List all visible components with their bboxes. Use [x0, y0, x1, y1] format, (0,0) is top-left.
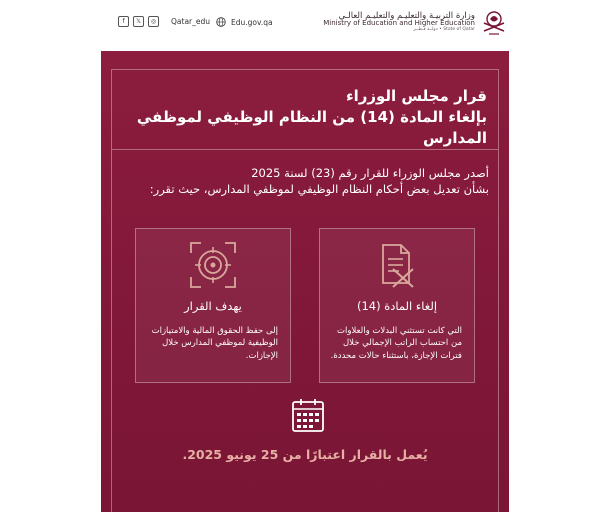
card-title: يهدف القرار	[184, 299, 242, 313]
social-links	[118, 16, 210, 27]
facebook-icon[interactable]: f	[118, 16, 129, 27]
title-divider	[112, 149, 498, 150]
ministry-name-en: Ministry of Education and Higher Education	[323, 19, 475, 28]
ministry-name-ar: وزارة التربيـة والتعليـم والتعليـم العالـي	[338, 10, 475, 21]
card-body: التي كانت تستثني البدلات والعلاوات من احتساب الراتب الإجمالي خلال فترات الإجازة، باستثناء حالات محددة.	[330, 326, 462, 361]
intro-line-1: أصدر مجلس الوزراء للقرار رقم (23) لسنة 2025	[251, 166, 489, 180]
intro-text	[150, 166, 489, 197]
target-icon	[187, 239, 239, 291]
globe-icon	[216, 17, 226, 27]
card-body: إلى حفظ الحقوق المالية والامتيازات الوظيفية لموظفي المدارس خلال الإجازات.	[151, 326, 278, 361]
website-link[interactable]	[216, 17, 273, 27]
x-icon[interactable]: 𝕏	[133, 16, 144, 27]
document-cancel-icon	[371, 239, 423, 291]
instagram-icon[interactable]: ◎	[148, 16, 159, 27]
card-decision-goal	[135, 228, 291, 383]
state-line: State of Qatar • دولــة قـطــر	[413, 26, 475, 32]
effective-date: يُعمل بالقرار اعتبارًا من 25 يونيو 2025.	[182, 447, 428, 462]
calendar-icon	[291, 397, 325, 433]
ministry-logo	[323, 7, 507, 37]
card-article-14	[319, 228, 475, 383]
poster-title	[101, 86, 487, 149]
page-header	[101, 0, 509, 48]
title-line-2: بإلغاء المادة (14) من النظام الوظيفي لموظفي المدارس	[136, 108, 487, 147]
title-line-1: قرار مجلس الوزراء	[345, 87, 487, 105]
announcement-poster	[101, 51, 509, 512]
qatar-emblem-icon	[481, 7, 507, 37]
card-title: إلغاء المادة (14)	[356, 299, 438, 313]
website-text: Edu.gov.qa	[231, 17, 273, 27]
intro-line-2: بشأن تعديل بعض أحكام النظام الوظيفي لموظفي المدارس، حيث تقرر:	[149, 181, 489, 196]
social-handle[interactable]: Qatar_edu	[171, 17, 210, 26]
